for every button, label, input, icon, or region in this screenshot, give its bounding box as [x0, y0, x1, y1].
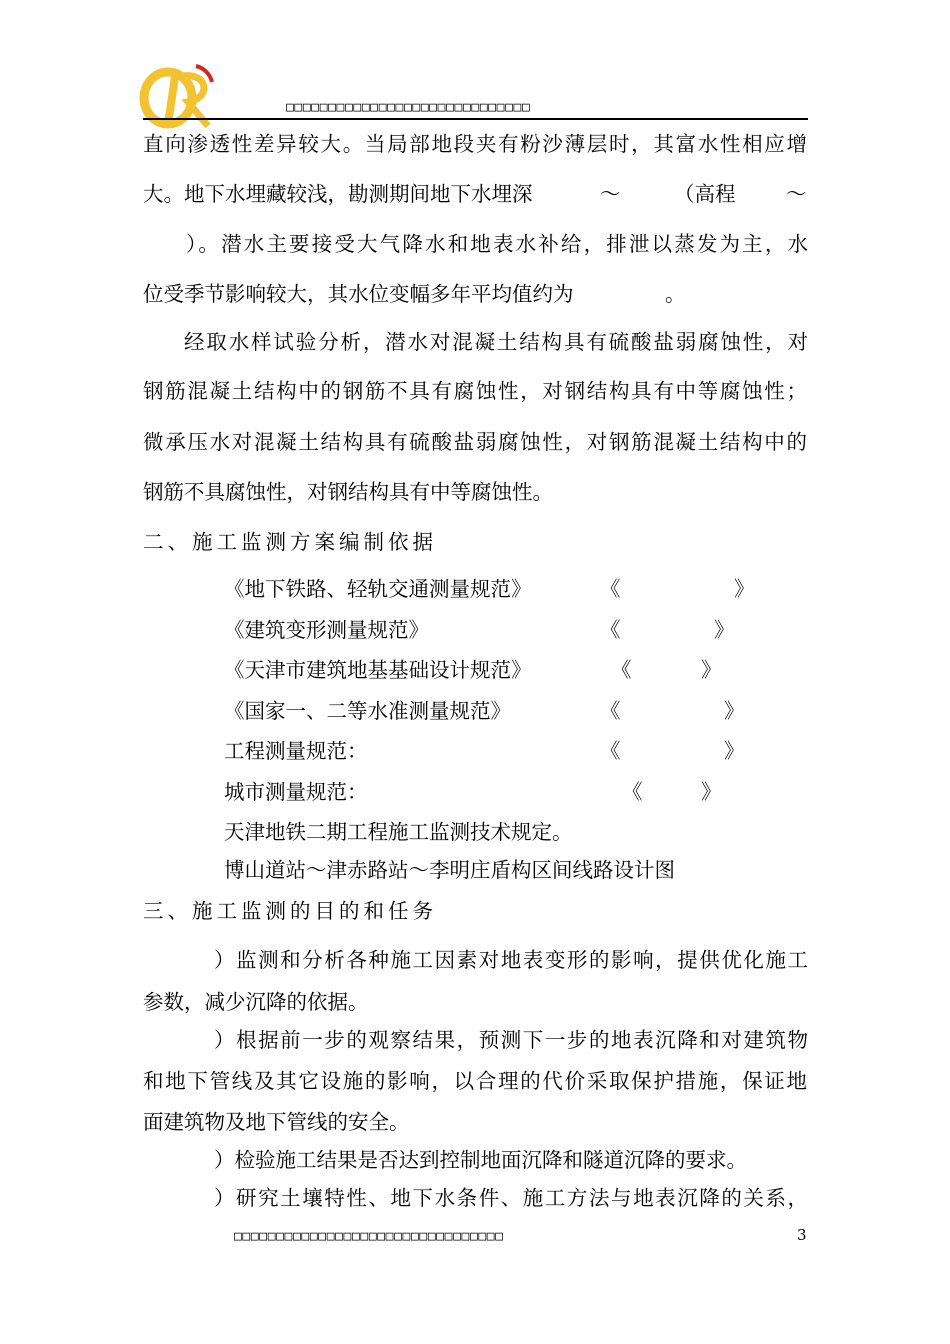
section-heading: 二、施工监测方案编制依据	[143, 530, 437, 554]
tilde: ～	[600, 182, 621, 206]
paragraph-line: 位受季节影响较大，其水位变幅多年平均值约为	[143, 282, 574, 306]
header-divider	[143, 118, 808, 120]
reference-bracket-close: 》	[701, 658, 722, 682]
reference-bracket-close: 》	[724, 699, 745, 723]
reference-bracket-close: 》	[714, 618, 735, 642]
paragraph-line: 钢筋混凝土结构中的钢筋不具有腐蚀性，对钢结构具有中等腐蚀性；	[143, 379, 807, 403]
paragraph-line: 直向渗透性差异较大。当局部地段夹有粉沙薄层时，其富水性相应增	[143, 132, 807, 156]
reference-bracket-open: 《	[600, 577, 621, 601]
reference-bracket-close: 》	[724, 739, 745, 763]
elevation-label: （高程	[674, 182, 736, 206]
reference-bracket-close: 》	[701, 780, 722, 804]
paragraph-line: 微承压水对混凝土结构具有硫酸盐弱腐蚀性，对钢筋混凝土结构中的	[143, 430, 807, 454]
header-title: □□□□□□□□□□□□□□□□□□□□□□□□□□□□□	[286, 100, 531, 115]
paragraph-line: 大。地下水埋藏较浅，勘测期间地下水埋深	[143, 182, 533, 206]
reference-item: 博山道站～津赤路站～李明庄盾构区间线路设计图	[224, 858, 675, 882]
task-line: 面建筑物及地下管线的安全。	[143, 1110, 410, 1134]
reference-bracket-open: 《	[600, 699, 621, 723]
paragraph-line: ）。潜水主要接受大气降水和地表水补给，排泄以蒸发为主，水	[186, 232, 808, 256]
reference-item: 《地下铁路、轻轨交通测量规范》	[224, 577, 532, 601]
reference-item: 工程测量规范：	[224, 739, 368, 763]
reference-bracket-close: 》	[734, 577, 755, 601]
footer-text: □□□□□□□□□□□□□□□□□□□□□□□□□□□□□□□□	[234, 1229, 504, 1244]
reference-bracket-open: 《	[600, 618, 621, 642]
task-line: 参数，减少沉降的依据。	[143, 990, 369, 1014]
reference-bracket-open: 《	[611, 658, 632, 682]
task-line: 和地下管线及其它设施的影响，以合理的代价采取保护措施，保证地	[143, 1069, 807, 1093]
section-heading: 三、施工监测的目的和任务	[143, 899, 437, 923]
reference-item: 《国家一、二等水准测量规范》	[224, 699, 511, 723]
reference-bracket-open: 《	[622, 780, 643, 804]
period: 。	[665, 282, 686, 306]
reference-item: 《天津市建筑地基基础设计规范》	[224, 658, 532, 682]
task-line: ）研究土壤特性、地下水条件、施工方法与地表沉降的关系，	[214, 1186, 808, 1210]
tilde: ～	[786, 182, 807, 206]
task-line: ）监测和分析各种施工因素对地表变形的影响，提供优化施工	[214, 948, 808, 972]
task-line: ）根据前一步的观察结果，预测下一步的地表沉降和对建筑物	[214, 1028, 808, 1052]
reference-item: 天津地铁二期工程施工监测技术规定。	[224, 820, 573, 844]
paragraph-line: 钢筋不具腐蚀性，对钢结构具有中等腐蚀性。	[143, 480, 553, 504]
paragraph-line: 经取水样试验分析，潜水对混凝土结构具有硫酸盐弱腐蚀性，对	[184, 330, 808, 354]
task-line: ）检验施工结果是否达到控制地面沉降和隧道沉降的要求。	[214, 1148, 747, 1172]
page-number: 3	[797, 1226, 807, 1244]
reference-bracket-open: 《	[600, 739, 621, 763]
company-logo-icon	[138, 62, 222, 132]
reference-item: 《建筑变形测量规范》	[224, 618, 429, 642]
reference-item: 城市测量规范：	[224, 780, 368, 804]
